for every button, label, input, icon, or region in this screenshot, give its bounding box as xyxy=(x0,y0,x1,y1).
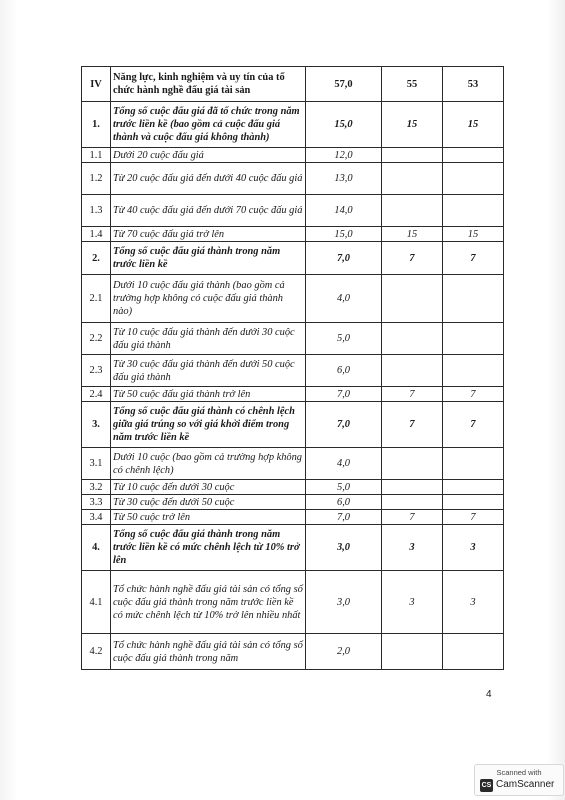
criterion-text: Từ 70 cuộc đấu giá trở lên xyxy=(111,227,306,242)
score-b: 15 xyxy=(443,227,504,242)
max-score: 6,0 xyxy=(306,495,382,510)
score-a: 7 xyxy=(382,242,443,275)
criterion-text: Từ 50 cuộc đấu giá thành trở lên xyxy=(111,387,306,402)
criterion-text: Tổng số cuộc đấu giá đã tổ chức trong năm trước liền kề (bao gồm cả cuộc đấu giá thành và cuộc đấu giá không thành) xyxy=(111,102,306,148)
table-row xyxy=(82,495,504,510)
table-row xyxy=(82,571,504,634)
score-a: 55 xyxy=(382,67,443,102)
score-a xyxy=(382,148,443,163)
score-b xyxy=(443,195,504,227)
row-number: 2.1 xyxy=(82,275,111,323)
table-row xyxy=(82,525,504,571)
score-b xyxy=(443,163,504,195)
row-number: 1. xyxy=(82,102,111,148)
row-number: 4.1 xyxy=(82,571,111,634)
row-number: 3.1 xyxy=(82,448,111,480)
max-score: 7,0 xyxy=(306,402,382,448)
scoring-table xyxy=(81,66,504,670)
row-number: 2. xyxy=(82,242,111,275)
criterion-text: Dưới 10 cuộc (bao gồm cả trường hợp không có chênh lệch) xyxy=(111,448,306,480)
criterion-text: Từ 10 cuộc đến dưới 30 cuộc xyxy=(111,480,306,495)
score-b xyxy=(443,495,504,510)
camscanner-watermark xyxy=(474,764,564,796)
score-b: 15 xyxy=(443,102,504,148)
score-a: 15 xyxy=(382,227,443,242)
page-number: 4 xyxy=(486,689,492,700)
table-row xyxy=(82,102,504,148)
score-a: 15 xyxy=(382,102,443,148)
table-row xyxy=(82,275,504,323)
row-number: 1.1 xyxy=(82,148,111,163)
row-number: 3. xyxy=(82,402,111,448)
criterion-text: Tổ chức hành nghề đấu giá tài sản có tổng số cuộc đấu giá thành trong năm xyxy=(111,634,306,670)
max-score: 13,0 xyxy=(306,163,382,195)
criterion-text: Tổng số cuộc đấu giá thành trong năm trước liền kề xyxy=(111,242,306,275)
score-a xyxy=(382,448,443,480)
criterion-text: Năng lực, kinh nghiệm và uy tín của tổ chức hành nghề đấu giá tài sản xyxy=(111,67,306,102)
score-b: 7 xyxy=(443,402,504,448)
score-b xyxy=(443,275,504,323)
max-score: 7,0 xyxy=(306,242,382,275)
max-score: 15,0 xyxy=(306,227,382,242)
max-score: 3,0 xyxy=(306,571,382,634)
scanned-with-text: Scanned with xyxy=(496,768,542,777)
camscanner-logo-icon: CS xyxy=(480,779,493,792)
max-score: 5,0 xyxy=(306,480,382,495)
table-row xyxy=(82,387,504,402)
table-row xyxy=(82,480,504,495)
score-a xyxy=(382,323,443,355)
max-score: 57,0 xyxy=(306,67,382,102)
table-row xyxy=(82,448,504,480)
score-b: 53 xyxy=(443,67,504,102)
table-row xyxy=(82,195,504,227)
score-a: 3 xyxy=(382,525,443,571)
max-score: 15,0 xyxy=(306,102,382,148)
score-a xyxy=(382,355,443,387)
table-row xyxy=(82,148,504,163)
row-number: 2.2 xyxy=(82,323,111,355)
row-number: 4.2 xyxy=(82,634,111,670)
max-score: 4,0 xyxy=(306,275,382,323)
row-number: 3.3 xyxy=(82,495,111,510)
row-number: 1.3 xyxy=(82,195,111,227)
score-b xyxy=(443,323,504,355)
row-number: 1.2 xyxy=(82,163,111,195)
criterion-text: Tổng số cuộc đấu giá thành trong năm trước liền kề có mức chênh lệch từ 10% trở lên xyxy=(111,525,306,571)
score-b xyxy=(443,634,504,670)
criterion-text: Từ 50 cuộc trở lên xyxy=(111,510,306,525)
criterion-text: Tổ chức hành nghề đấu giá tài sản có tổng số cuộc đấu giá thành trong năm trước liền kề có mức chênh lệch từ 10% trở lên nhiều nhất xyxy=(111,571,306,634)
camscanner-name: CamScanner xyxy=(496,779,555,790)
table-row xyxy=(82,163,504,195)
table-row xyxy=(82,323,504,355)
score-a xyxy=(382,480,443,495)
criterion-text: Dưới 10 cuộc đấu giá thành (bao gồm cả trường hợp không có cuộc đấu giá thành nào) xyxy=(111,275,306,323)
row-number: 2.3 xyxy=(82,355,111,387)
score-b xyxy=(443,355,504,387)
table-row xyxy=(82,242,504,275)
score-a: 7 xyxy=(382,402,443,448)
table-row xyxy=(82,402,504,448)
max-score: 12,0 xyxy=(306,148,382,163)
table-row xyxy=(82,634,504,670)
table-row xyxy=(82,67,504,102)
score-b xyxy=(443,480,504,495)
criterion-text: Từ 10 cuộc đấu giá thành đến dưới 30 cuộc đấu giá thành xyxy=(111,323,306,355)
criterion-text: Từ 30 cuộc đấu giá thành đến dưới 50 cuộc đấu giá thành xyxy=(111,355,306,387)
max-score: 5,0 xyxy=(306,323,382,355)
score-b: 7 xyxy=(443,387,504,402)
criterion-text: Từ 20 cuộc đấu giá đến dưới 40 cuộc đấu giá xyxy=(111,163,306,195)
max-score: 7,0 xyxy=(306,510,382,525)
score-a xyxy=(382,634,443,670)
max-score: 14,0 xyxy=(306,195,382,227)
score-a: 3 xyxy=(382,571,443,634)
score-b: 7 xyxy=(443,510,504,525)
criterion-text: Từ 40 cuộc đấu giá đến dưới 70 cuộc đấu giá xyxy=(111,195,306,227)
score-b: 7 xyxy=(443,242,504,275)
score-a xyxy=(382,275,443,323)
criterion-text: Tổng số cuộc đấu giá thành có chênh lệch giữa giá trúng so với giá khởi điểm trong năm trước liền kề xyxy=(111,402,306,448)
row-number: 3.2 xyxy=(82,480,111,495)
row-number: IV xyxy=(82,67,111,102)
row-number: 1.4 xyxy=(82,227,111,242)
max-score: 6,0 xyxy=(306,355,382,387)
score-b xyxy=(443,448,504,480)
score-b xyxy=(443,148,504,163)
table-row xyxy=(82,510,504,525)
score-a: 7 xyxy=(382,387,443,402)
table-row xyxy=(82,355,504,387)
criterion-text: Từ 30 cuộc đến dưới 50 cuộc xyxy=(111,495,306,510)
score-a xyxy=(382,163,443,195)
score-a xyxy=(382,195,443,227)
max-score: 3,0 xyxy=(306,525,382,571)
max-score: 7,0 xyxy=(306,387,382,402)
score-b: 3 xyxy=(443,571,504,634)
row-number: 2.4 xyxy=(82,387,111,402)
score-a: 7 xyxy=(382,510,443,525)
score-b: 3 xyxy=(443,525,504,571)
score-a xyxy=(382,495,443,510)
row-number: 4. xyxy=(82,525,111,571)
table-row xyxy=(82,227,504,242)
max-score: 2,0 xyxy=(306,634,382,670)
row-number: 3.4 xyxy=(82,510,111,525)
criterion-text: Dưới 20 cuộc đấu giá xyxy=(111,148,306,163)
max-score: 4,0 xyxy=(306,448,382,480)
